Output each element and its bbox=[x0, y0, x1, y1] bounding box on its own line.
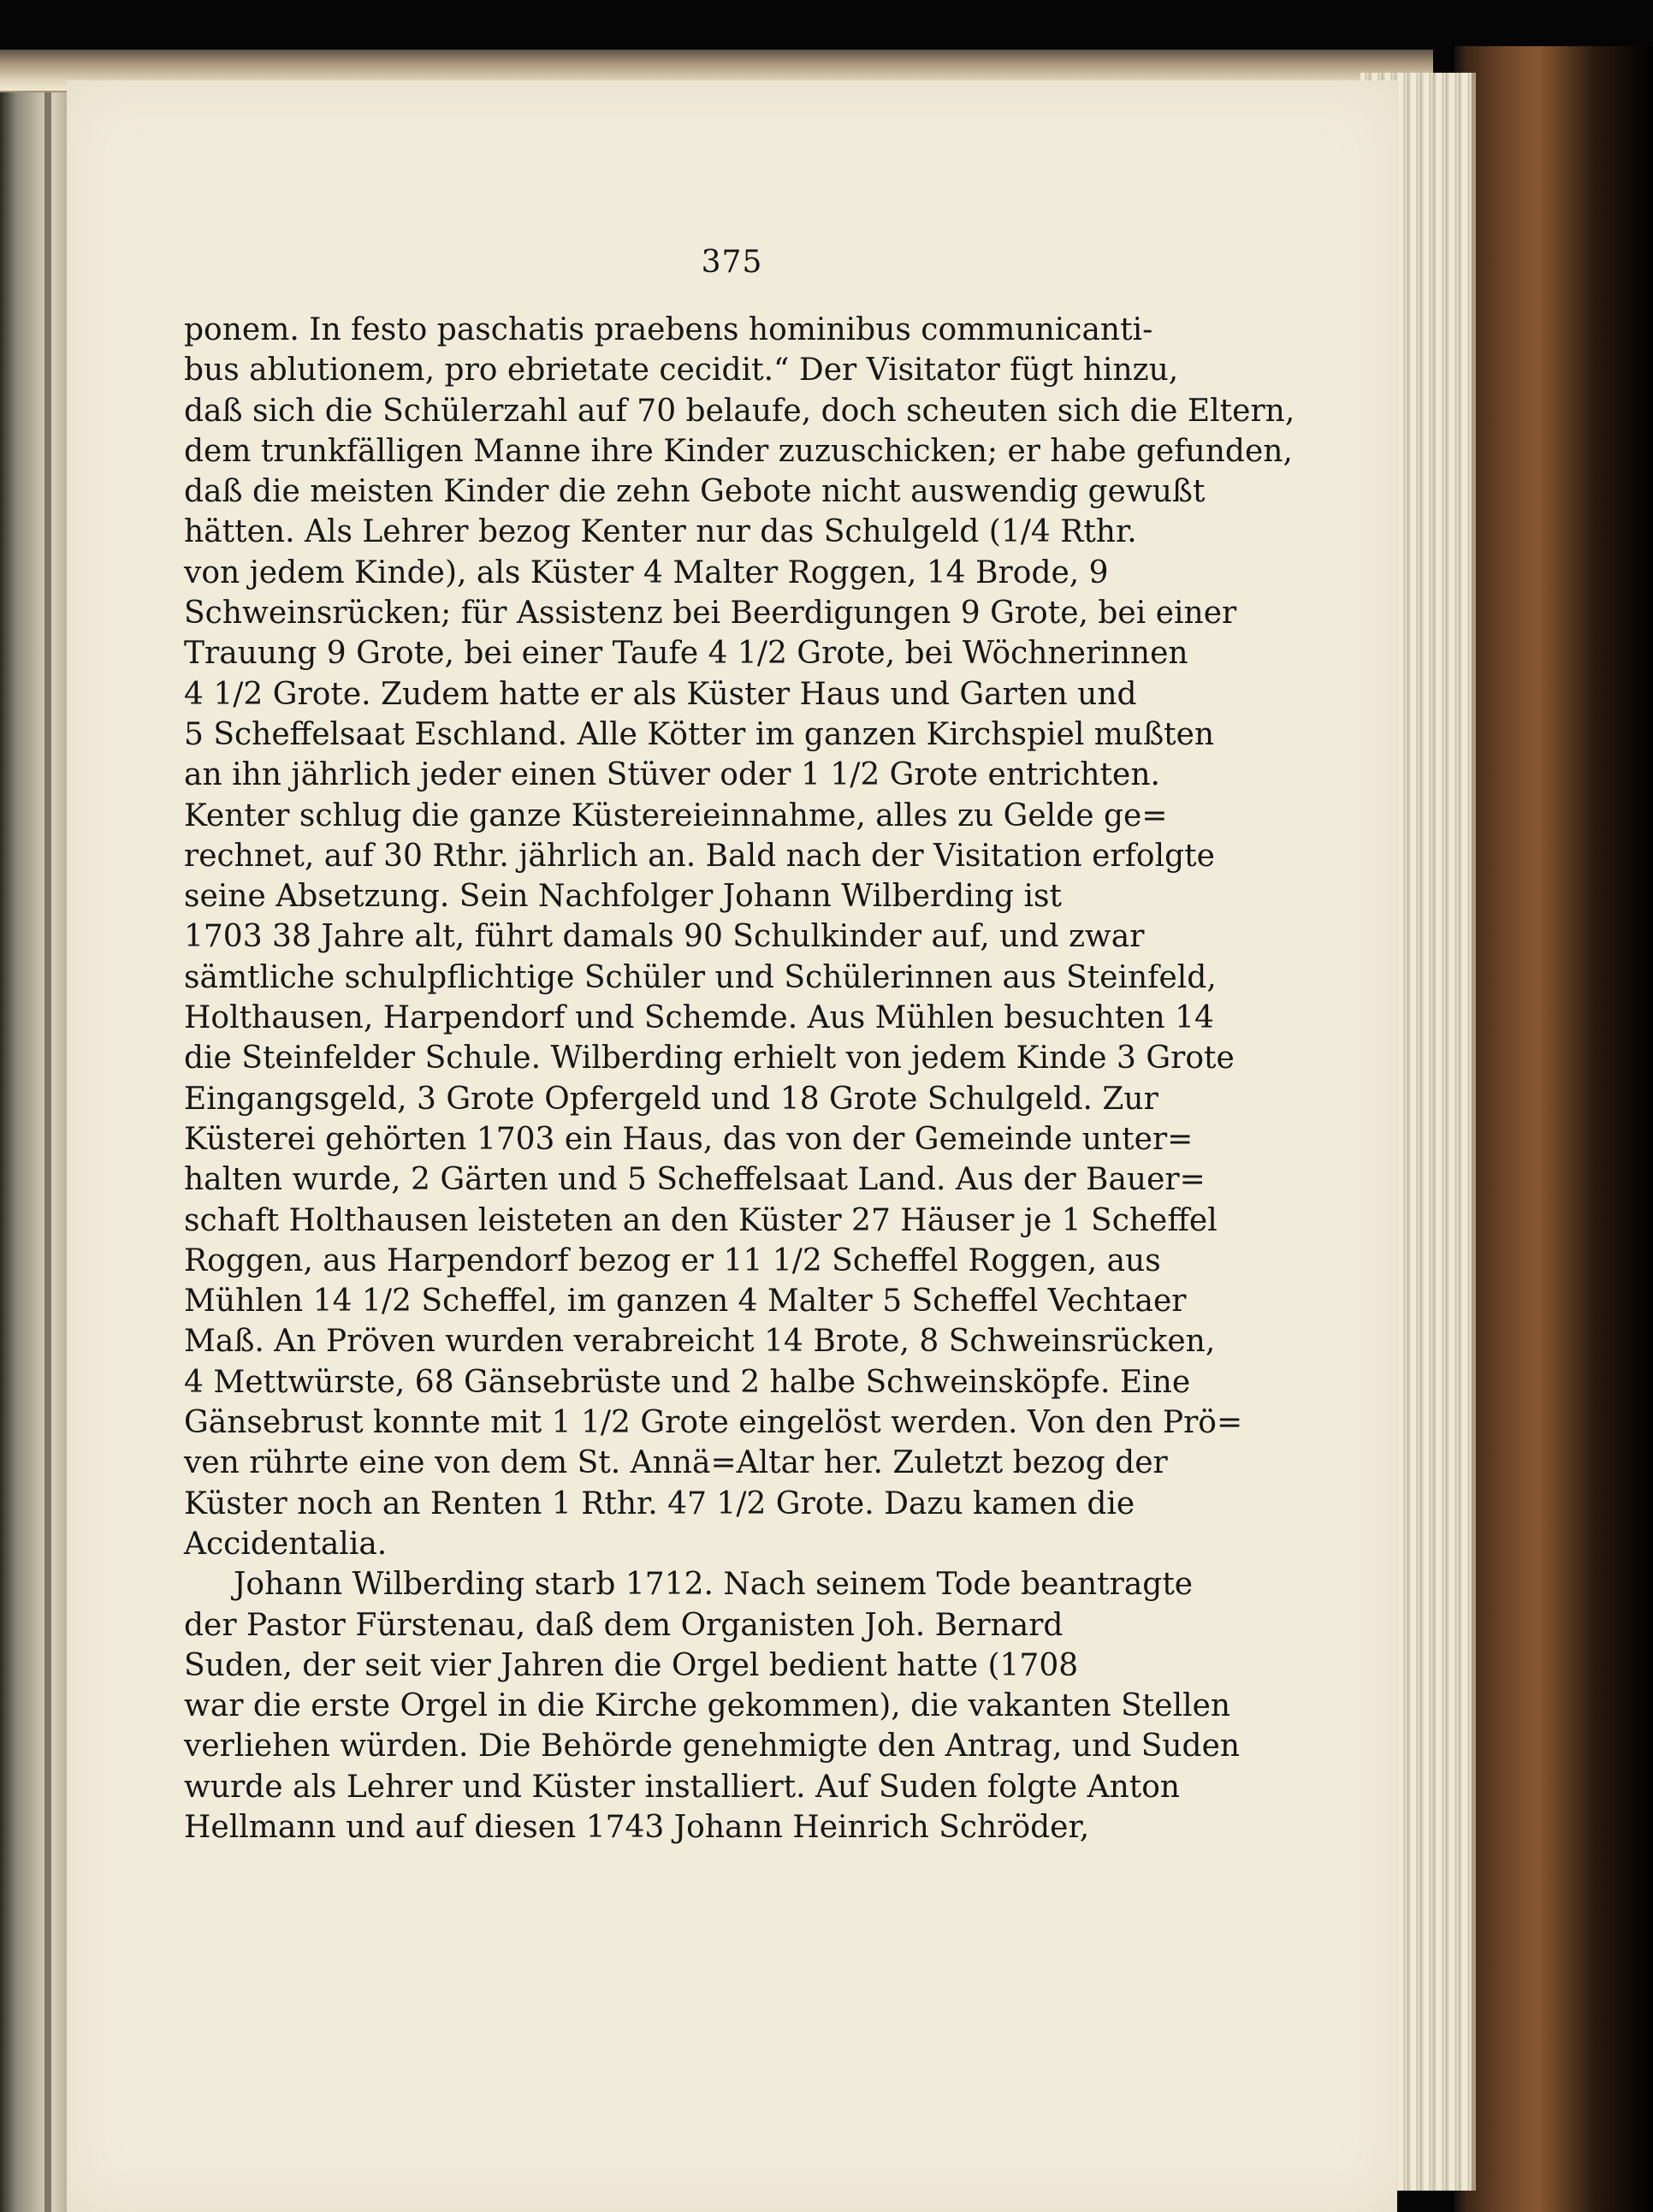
text-line: Roggen, aus Harpendorf bezog er 11 1/2 Scheffel Roggen, aus bbox=[184, 1242, 1161, 1278]
text-line: seine Absetzung. Sein Nachfolger Johann Wilberding ist bbox=[184, 879, 1062, 915]
text-line: Suden, der seit vier Jahren die Orgel bedient hatte (1708 bbox=[184, 1647, 1079, 1683]
text-line: 4 Mettwürste, 68 Gänsebrüste und 2 halbe Schweinsköpfe. Eine bbox=[184, 1364, 1191, 1400]
text-line: 5 Scheffelsaat Eschland. Alle Kötter im ganzen Kirchspiel mußten bbox=[184, 716, 1215, 752]
text-line: von jedem Kinde), als Küster 4 Malter Roggen, 14 Brode, 9 bbox=[184, 554, 1109, 590]
paragraph-2 bbox=[184, 1564, 1241, 1847]
text-line: daß die meisten Kinder die zehn Gebote nicht auswendig gewußt bbox=[184, 474, 1206, 510]
page-text bbox=[184, 310, 1295, 1847]
text-line: an ihn jährlich jeder einen Stüver oder 1 1/2 Grote entrichten. bbox=[184, 757, 1160, 793]
text-line: rechnet, auf 30 Rthr. jährlich an. Bald nach der Visitation erfolgte bbox=[184, 838, 1215, 874]
page-number: 375 bbox=[701, 245, 763, 280]
text-line: Küster noch an Renten 1 Rthr. 47 1/2 Grote. Dazu kamen die bbox=[184, 1486, 1135, 1521]
text-line: ponem. In festo paschatis praebens hominibus communicanti- bbox=[184, 312, 1153, 347]
text-line: Accidentalia. bbox=[184, 1526, 388, 1562]
left-page-rule bbox=[44, 64, 51, 2212]
text-line: der Pastor Fürstenau, daß dem Organisten Joh. Bernard bbox=[184, 1607, 1063, 1643]
text-line: Mühlen 14 1/2 Scheffel, im ganzen 4 Malter 5 Scheffel Vechtaer bbox=[184, 1284, 1187, 1319]
text-line: 1703 38 Jahre alt, führt damals 90 Schulkinder auf, und zwar bbox=[184, 919, 1145, 955]
text-line: ven rührte eine von dem St. Annä=Altar her. Zuletzt bezog der bbox=[184, 1445, 1168, 1481]
text-line: Schweinsrücken; für Assistenz bei Beerdigungen 9 Grote, bei einer bbox=[184, 596, 1237, 632]
text-line: hätten. Als Lehrer bezog Kenter nur das Schulgeld (1/4 Rthr. bbox=[184, 514, 1137, 550]
text-line: daß sich die Schülerzahl auf 70 belaufe, doch scheuten sich die Eltern, bbox=[184, 393, 1295, 429]
text-line: verliehen würden. Die Behörde genehmigte den Antrag, und Suden bbox=[184, 1729, 1241, 1764]
text-line: Holthausen, Harpendorf und Schemde. Aus Mühlen besuchten 14 bbox=[184, 1000, 1214, 1036]
paragraph-1 bbox=[184, 310, 1295, 1564]
text-line: die Steinfelder Schule. Wilberding erhielt von jedem Kinde 3 Grote bbox=[184, 1041, 1235, 1076]
text-line: Eingangsgeld, 3 Grote Opfergeld und 18 Grote Schulgeld. Zur bbox=[184, 1081, 1158, 1117]
text-line: Maß. An Pröven wurden verabreicht 14 Brote, 8 Schweinsrücken, bbox=[184, 1324, 1216, 1360]
text-line: Küsterei gehörten 1703 ein Haus, das von der Gemeinde unter= bbox=[184, 1121, 1194, 1157]
text-line: Trauung 9 Grote, bei einer Taufe 4 1/2 Grote, bei Wöchnerinnen bbox=[184, 636, 1188, 672]
text-line: halten wurde, 2 Gärten und 5 Scheffelsaat Land. Aus der Bauer= bbox=[184, 1162, 1206, 1198]
text-line: Gänsebrust konnte mit 1 1/2 Grote eingelöst werden. Von den Prö= bbox=[184, 1405, 1243, 1441]
text-line: sämtliche schulpflichtige Schüler und Schülerinnen aus Steinfeld, bbox=[184, 959, 1217, 995]
text-line: 4 1/2 Grote. Zudem hatte er als Küster Haus und Garten und bbox=[184, 676, 1137, 712]
text-line: dem trunkfälligen Manne ihre Kinder zuzuschicken; er habe gefunden, bbox=[184, 433, 1293, 469]
text-line: wurde als Lehrer und Küster installiert. Auf Suden folgte Anton bbox=[184, 1769, 1181, 1805]
text-line: war die erste Orgel in die Kirche gekommen), die vakanten Stellen bbox=[184, 1688, 1231, 1724]
book-binding bbox=[1455, 46, 1653, 2212]
left-page-edge bbox=[0, 50, 67, 2212]
text-line: bus ablutionem, pro ebrietate cecidit.“ Der Visitator fügt hinzu, bbox=[184, 353, 1179, 388]
text-line: Kenter schlug die ganze Küstereieinnahme, alles zu Gelde ge= bbox=[184, 798, 1168, 833]
book-page bbox=[67, 80, 1397, 2212]
text-line: schaft Holthausen leisteten an den Küster 27 Häuser je 1 Scheffel bbox=[184, 1202, 1218, 1238]
text-line: Hellmann und auf diesen 1743 Johann Heinrich Schröder, bbox=[184, 1809, 1090, 1845]
text-line: Johann Wilberding starb 1712. Nach seinem Tode beantragte bbox=[234, 1567, 1194, 1603]
